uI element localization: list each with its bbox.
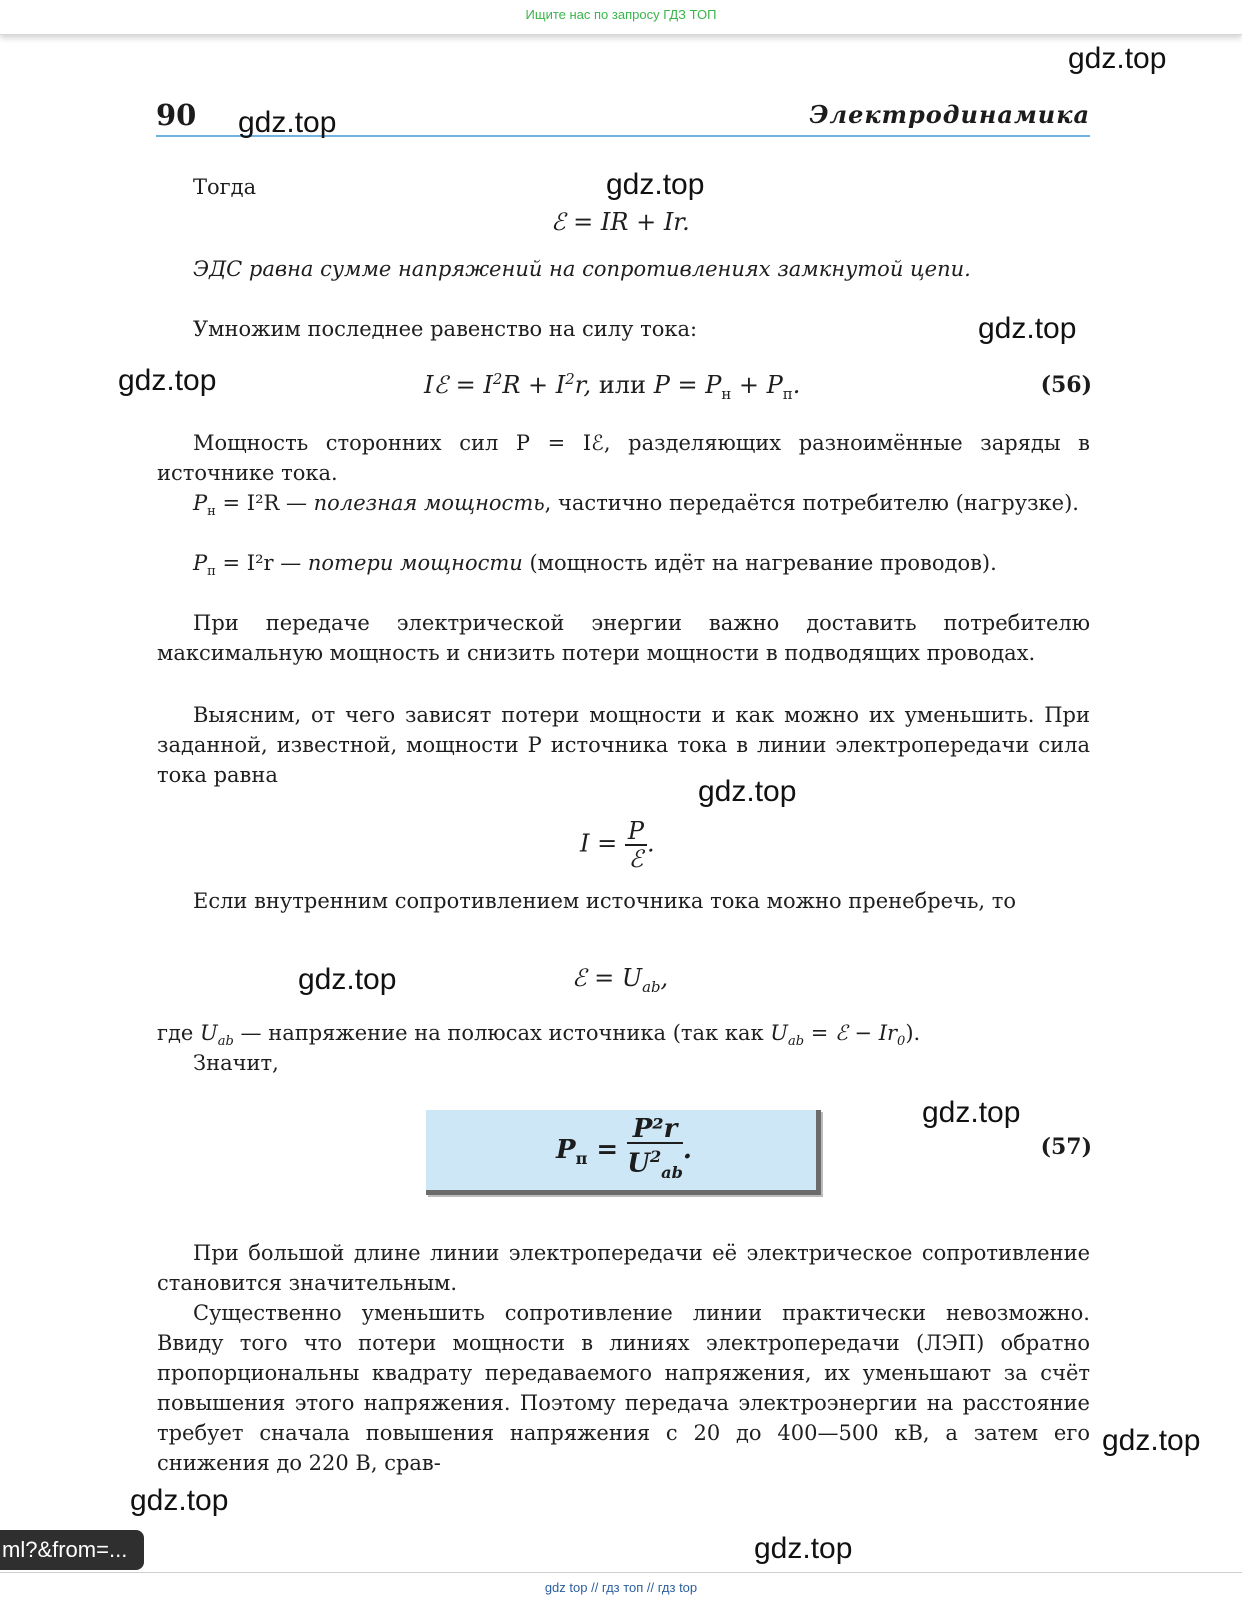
url-preview-pill[interactable]: ml?&from=... (0, 1530, 144, 1570)
paragraph-useful-power: $P_н = I^2R$ — полезная мощность, частично передаётся потребителю (нагрузке). (193, 491, 1079, 520)
watermark: gdz.top (922, 1096, 1021, 1129)
paragraph-therefore: Значит, (193, 1051, 279, 1075)
watermark: gdz.top (118, 364, 217, 397)
paragraph-long-line: При большой длине линии электропередачи её электрическое сопротивление становится значительным. (157, 1241, 1090, 1295)
paragraph-multiply: Умножим последнее равенство на силу тока: (193, 317, 698, 341)
formula-57: $P_п$ = $\frac{\text{P²r}}{U^2_{ab}}$ . (556, 1114, 692, 1182)
search-banner[interactable] (0, 0, 1242, 35)
equation-57-number: (57) (1040, 1134, 1092, 1160)
paragraph-external-power: Мощность сторонних сил P = Iℰ, разделяющих разноимённые заряды в источнике тока. (157, 431, 1090, 485)
watermark: gdz.top (978, 312, 1077, 345)
equation-56: Iℰ = $I^2R + I^2r$, или $P = P_н + P_п$. (424, 370, 801, 403)
equation-emf-sum: ℰ = IR + Ir. (551, 208, 690, 236)
watermark: gdz.top (606, 168, 705, 201)
equation-56-number: (56) (1040, 372, 1092, 398)
watermark: gdz.top (754, 1532, 853, 1565)
watermark: gdz.top (1068, 42, 1167, 75)
equation-emf-uab: ℰ = $U_{ab}$, (572, 964, 669, 996)
paragraph-transfer: При передаче электрической энергии важно доставить потребителю максимальную мощность и снизить потери мощности в подводящих проводах. (157, 611, 1090, 665)
watermark: gdz.top (130, 1484, 229, 1517)
paragraph-neglect: Если внутренним сопротивлением источника тока можно пренебречь, то (193, 889, 1017, 913)
watermark: gdz.top (238, 106, 337, 139)
footer-rule (0, 1572, 1242, 1573)
watermark: gdz.top (298, 963, 397, 996)
paragraph-reduce: Существенно уменьшить сопротивление линии практически невозможно. Ввиду того что потери мощности в линиях электропередачи (ЛЭП) обратно пропорциональны квадрату передаваемого напряжения, их уменьшают за счёт повышения этого напряжения. Поэтому передача электроэнергии на расстояние требует сначала повышения напряжения с 20 до 400—500 кВ, а затем его снижения до 220 В, срав- (157, 1301, 1090, 1475)
paragraph-find-out: Выясним, от чего зависят потери мощности и как можно их уменьшить. При заданной, известной, мощности P источника тока в линии электропередачи сила тока равна (157, 703, 1090, 787)
page-number: 90 (156, 98, 197, 132)
paragraph-power-loss: $P_п = I^2r$ — потери мощности (мощность идёт на нагревание проводов). (193, 551, 997, 580)
paragraph-where: где $U_{ab}$ — напряжение на полюсах источника (так как $U_{ab}$ = ℰ − $Ir_0$). (157, 1021, 921, 1050)
equation-current: I = $\frac{P}{\text{ℰ}}$ . (580, 817, 655, 873)
watermark: gdz.top (1102, 1424, 1201, 1457)
footer-links[interactable]: gdz top // гдз топ // гдз top (544, 1580, 698, 1595)
section-title: Электродинамика (809, 100, 1090, 129)
paragraph-emf-rule: ЭДС равна сумме напряжений на сопротивлениях замкнутой цепи. (193, 257, 971, 281)
banner-text: Ищите нас по запросу ГДЗ ТОП (525, 7, 717, 22)
watermark: gdz.top (698, 775, 797, 808)
paragraph-then: Тогда (193, 175, 257, 199)
